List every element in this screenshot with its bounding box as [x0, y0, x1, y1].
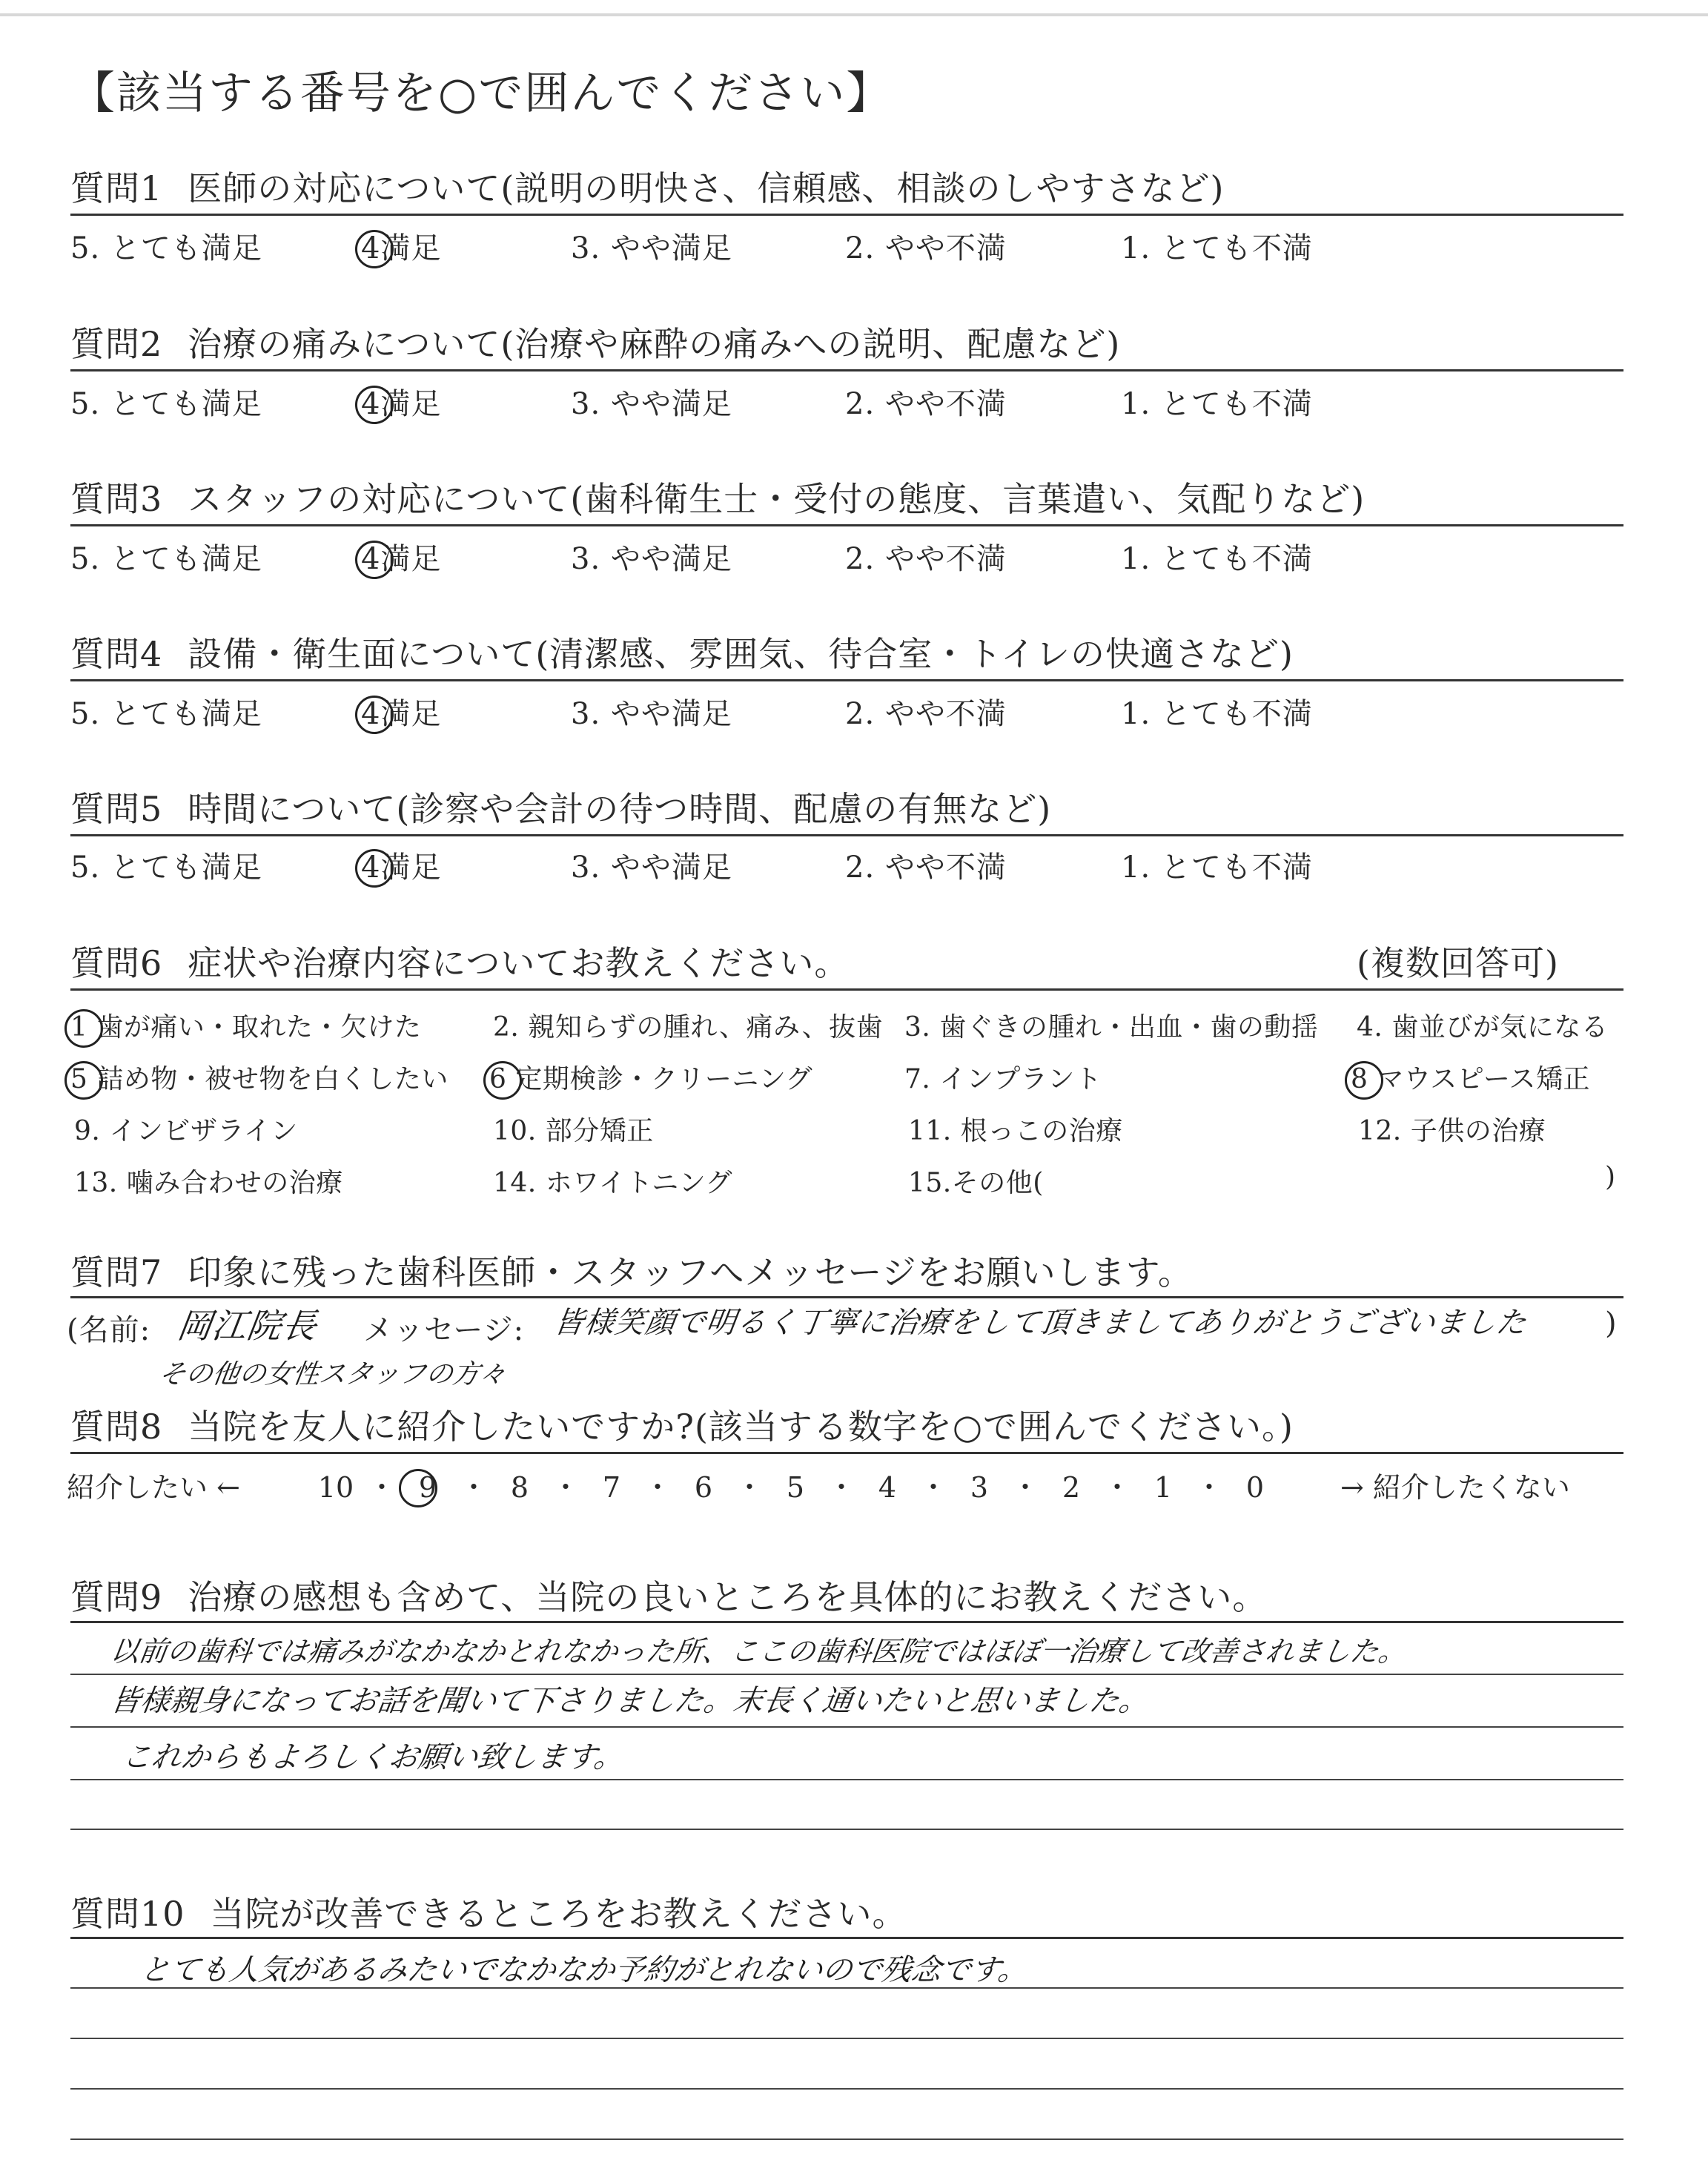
q6-opt-13[interactable]: 13. 噛み合わせの治療 — [74, 1168, 343, 1198]
q6-opt-14[interactable]: 14. ホワイトニング — [493, 1168, 732, 1198]
q5-text: 時間について(診察や会計の待つ時間、配慮の有無など) — [188, 789, 1052, 829]
q5-number: 質問5 — [70, 789, 163, 829]
q2-opt-2[interactable]: 2. やや不満 — [845, 387, 1007, 421]
q8-scale-3[interactable]: 3 — [970, 1471, 989, 1504]
q9-answer-line — [70, 1674, 1623, 1675]
q6-opt-6[interactable]: 6 定期検診・クリーニング — [489, 1064, 813, 1094]
q2-opt-5[interactable]: 5. とても満足 — [70, 387, 262, 421]
q10-answer-line — [70, 2088, 1623, 2090]
q5-opt-5[interactable]: 5. とても満足 — [70, 851, 262, 885]
q1-opt-5[interactable]: 5. とても満足 — [70, 231, 262, 265]
q10-rule — [70, 1937, 1623, 1939]
q3-opt-2[interactable]: 2. やや不満 — [845, 542, 1007, 576]
q7-name-label: (名前: — [67, 1313, 151, 1347]
q8-text: 当院を友人に紹介したいですか?(該当する数字を○で囲んでください。) — [188, 1407, 1294, 1447]
q8-scale-5[interactable]: 5 — [786, 1471, 805, 1504]
q3-number: 質問3 — [70, 479, 163, 519]
q4-number: 質問4 — [70, 634, 163, 674]
q4-rule — [70, 679, 1623, 681]
q1-opt-2[interactable]: 2. やや不満 — [845, 231, 1007, 265]
q8-scale-0[interactable]: 0 — [1245, 1471, 1265, 1504]
q2-number: 質問2 — [70, 324, 163, 364]
q7-name-value[interactable]: 岡江院長 — [174, 1306, 320, 1346]
q8-scale: 10 ・ 9 ・ 8 ・ 7 ・ 6 ・ 5 ・ 4 ・ 3 ・ 2 ・ 1 ・ 0 — [313, 1464, 1278, 1505]
q9-number: 質問9 — [70, 1577, 163, 1617]
q6-opt-10[interactable]: 10. 部分矯正 — [493, 1116, 654, 1146]
q6-heading — [70, 937, 849, 985]
page-title: 【該当する番号を○で囲んでください】 — [70, 67, 893, 119]
q9-answer-line-1[interactable]: 以前の歯科では痛みがなかなかとれなかった所、ここの歯科医院ではほぼ一治療して改善されました。 — [108, 1635, 1409, 1668]
q4-opt-4[interactable]: 4満足 — [361, 697, 442, 731]
q4-text: 設備・衛生面について(清潔感、雰囲気、待合室・トイレの快適さなど) — [188, 634, 1294, 674]
q6-multi-note: (複数回答可) — [1357, 943, 1559, 983]
q3-rule — [70, 524, 1623, 526]
q5-opt-2[interactable]: 2. やや不満 — [845, 851, 1007, 885]
q6-opt-2[interactable]: 2. 親知らずの腫れ、痛み、抜歯 — [493, 1012, 884, 1043]
q8-scale-2[interactable]: 2 — [1062, 1471, 1081, 1504]
q9-heading — [70, 1571, 1267, 1619]
q1-selected-circle: 4 — [361, 231, 381, 265]
q5-rule — [70, 834, 1623, 836]
q10-answer-line — [70, 2138, 1623, 2140]
q6-opt-1[interactable]: 1 歯が痛い・取れた・欠けた — [70, 1012, 422, 1043]
q10-text: 当院が改善できるところをお教えください。 — [210, 1894, 907, 1934]
q9-answer-line — [70, 1829, 1623, 1830]
q8-heading — [70, 1400, 1294, 1449]
q6-opt-3[interactable]: 3. 歯ぐきの腫れ・出血・歯の動揺 — [904, 1012, 1319, 1043]
q8-scale-4[interactable]: 4 — [878, 1471, 897, 1504]
q7-name-value-line2[interactable]: その他の女性スタッフの方々 — [156, 1359, 509, 1390]
q4-heading — [70, 627, 1294, 676]
q7-heading — [70, 1246, 1193, 1295]
q4-opt-5[interactable]: 5. とても満足 — [70, 697, 262, 731]
scan-top-edge — [0, 13, 1708, 16]
q6-opt-11[interactable]: 11. 根っこの治療 — [908, 1116, 1123, 1146]
q3-selected-circle: 4 — [361, 542, 381, 576]
q4-opt-2[interactable]: 2. やや不満 — [845, 697, 1007, 731]
q3-opt-3[interactable]: 3. やや満足 — [571, 542, 732, 576]
q1-heading — [70, 162, 1224, 211]
q6-rule — [70, 988, 1623, 991]
q9-rule — [70, 1621, 1623, 1623]
q5-heading — [70, 782, 1051, 831]
q8-scale-10[interactable]: 10 — [317, 1471, 354, 1504]
q5-selected-circle: 4 — [361, 851, 381, 885]
q7-rule — [70, 1296, 1623, 1298]
q1-number: 質問1 — [70, 168, 163, 208]
q9-answer-line — [70, 1726, 1623, 1728]
q10-number: 質問10 — [70, 1894, 185, 1934]
q1-opt-1[interactable]: 1. とても不満 — [1121, 231, 1313, 265]
q1-rule — [70, 214, 1623, 216]
q3-heading — [70, 472, 1365, 521]
q5-opt-3[interactable]: 3. やや満足 — [571, 851, 732, 885]
q7-close-paren: ) — [1605, 1307, 1618, 1341]
q9-answer-line-2[interactable]: 皆様親身になってお話を聞いて下さりました。末長く通いたいと思いました。 — [108, 1684, 1151, 1718]
q8-scale-1[interactable]: 1 — [1153, 1471, 1173, 1504]
q10-heading — [70, 1887, 907, 1936]
q7-message-label: メッセージ: — [363, 1313, 525, 1347]
q2-opt-1[interactable]: 1. とても不満 — [1121, 387, 1313, 421]
q6-opt-9[interactable]: 9. インビザライン — [74, 1116, 298, 1146]
q1-text: 医師の対応について(説明の明快さ、信頼感、相談のしやすさなど) — [188, 168, 1225, 208]
q8-scale-7[interactable]: 7 — [602, 1471, 621, 1504]
q2-text: 治療の痛みについて(治療や麻酔の痛みへの説明、配慮など) — [188, 324, 1121, 364]
q2-opt-4[interactable]: 4満足 — [361, 387, 442, 421]
q9-answer-line — [70, 1779, 1623, 1780]
q8-left-label: 紹介したい ← — [67, 1471, 240, 1504]
q2-selected-circle: 4 — [361, 387, 381, 421]
q8-scale-6[interactable]: 6 — [694, 1471, 713, 1504]
q2-opt-3[interactable]: 3. やや満足 — [571, 387, 732, 421]
q3-text: スタッフの対応について(歯科衛生士・受付の態度、言葉遣い、気配りなど) — [188, 479, 1366, 519]
q4-selected-circle: 4 — [361, 697, 381, 731]
q3-opt-4[interactable]: 4満足 — [361, 542, 442, 576]
q6-opt-8[interactable]: 8 マウスピース矯正 — [1351, 1064, 1591, 1094]
q6-opt-15[interactable]: 15.その他( — [908, 1168, 1044, 1198]
q7-number: 質問7 — [70, 1252, 163, 1292]
q4-opt-3[interactable]: 3. やや満足 — [571, 697, 732, 731]
q6-opt-4[interactable]: 4. 歯並びが気になる — [1357, 1012, 1609, 1043]
q1-opt-4[interactable]: 4満足 — [361, 231, 442, 265]
q5-opt-4[interactable]: 4満足 — [361, 851, 442, 885]
q2-rule — [70, 369, 1623, 371]
q7-message-value[interactable]: 皆様笑顔で明るく丁寧に治療をして頂きましてありがとうございました — [552, 1306, 1529, 1340]
q6-text: 症状や治療内容についてお教えください。 — [188, 943, 850, 983]
q6-opt-8-circle: 8 — [1351, 1064, 1368, 1094]
q9-text: 治療の感想も含めて、当院の良いところを具体的にお教えください。 — [188, 1577, 1268, 1617]
q8-number: 質問8 — [70, 1407, 163, 1447]
q6-number: 質問6 — [70, 943, 163, 983]
q9-answer-line-3[interactable]: これからもよろしくお願い致します。 — [119, 1740, 626, 1774]
q8-rule — [70, 1452, 1623, 1454]
q10-answer-line-1[interactable]: とても人気があるみたいでなかなか予約がとれないので残念です。 — [138, 1953, 1030, 1987]
q6-opt-5[interactable]: 5 詰め物・被せ物を白くしたい — [70, 1064, 448, 1094]
q3-opt-1[interactable]: 1. とても不満 — [1121, 542, 1313, 576]
q5-opt-1[interactable]: 1. とても不満 — [1121, 851, 1313, 885]
q6-close-paren: ) — [1605, 1162, 1616, 1192]
q4-opt-1[interactable]: 1. とても不満 — [1121, 697, 1313, 731]
q6-opt-1-circle: 1 — [70, 1012, 88, 1043]
q8-scale-8[interactable]: 8 — [510, 1471, 529, 1504]
q6-opt-6-circle: 6 — [489, 1064, 507, 1094]
q6-opt-7[interactable]: 7. インプラント — [904, 1064, 1102, 1094]
q6-opt-5-circle: 5 — [70, 1064, 88, 1094]
q1-opt-3[interactable]: 3. やや満足 — [571, 231, 732, 265]
q3-opt-5[interactable]: 5. とても満足 — [70, 542, 262, 576]
q10-answer-line — [70, 2038, 1623, 2039]
q8-right-label: → 紹介したくない — [1340, 1471, 1570, 1504]
q8-scale-9-selected[interactable]: 9 — [405, 1471, 451, 1504]
q6-opt-12[interactable]: 12. 子供の治療 — [1358, 1116, 1546, 1146]
q2-heading — [70, 317, 1120, 366]
q7-text: 印象に残った歯科医師・スタッフへメッセージをお願いします。 — [188, 1252, 1193, 1292]
